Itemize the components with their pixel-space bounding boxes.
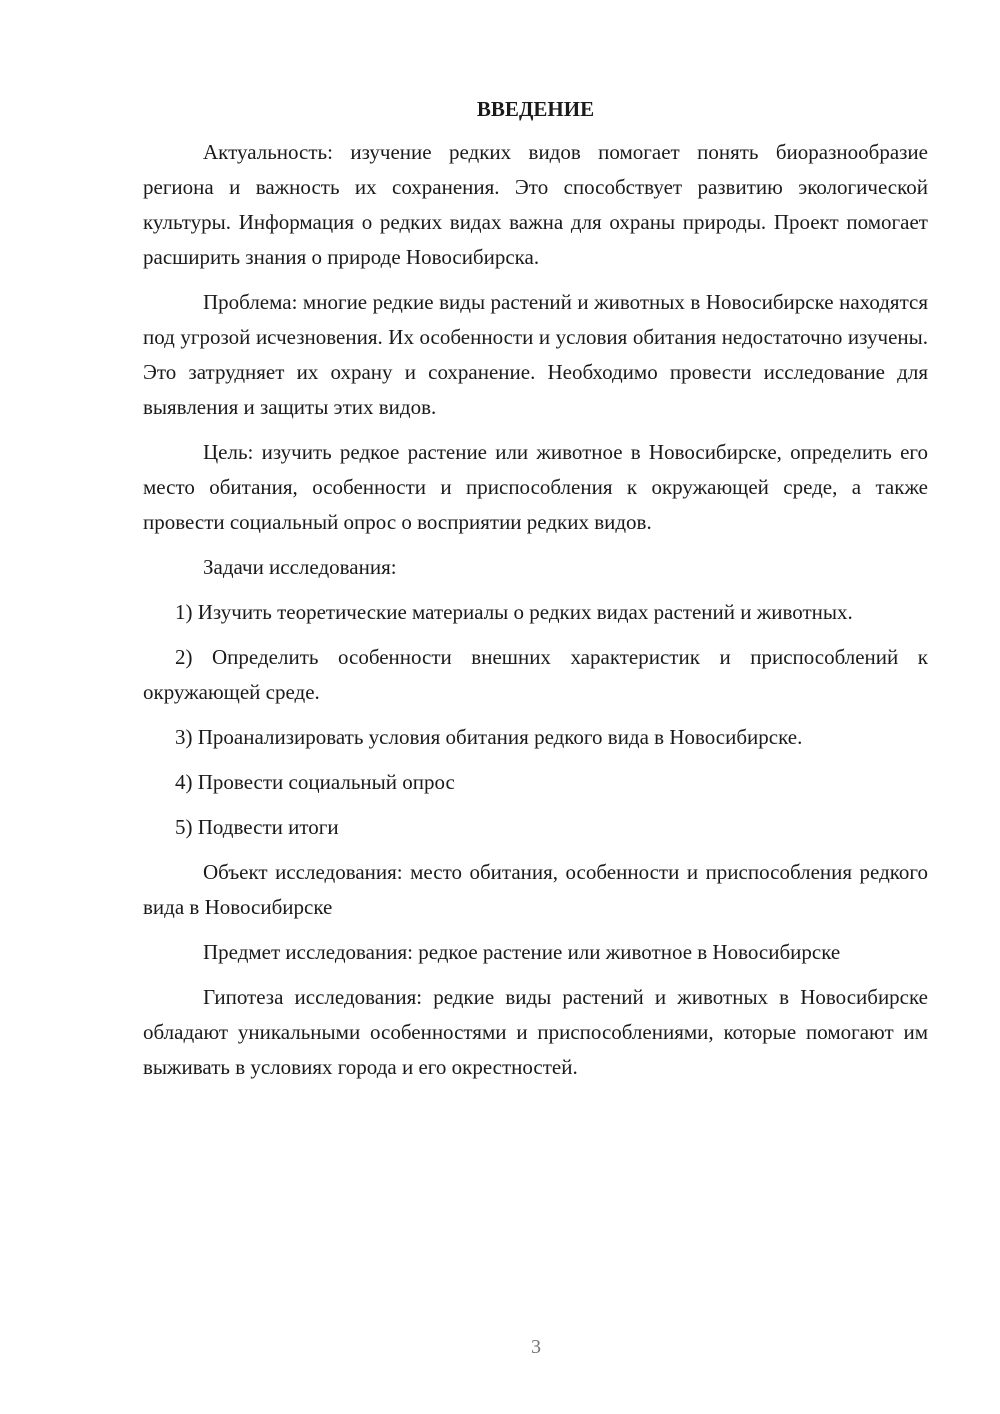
document-page [143,92,928,1095]
tasks-heading: Задачи исследования: [203,555,397,579]
task-item: 3) Проанализировать условия обитания редкого вида в Новосибирске. [175,725,803,749]
task-item: 5) Подвести итоги [175,815,339,839]
problem-paragraph: Проблема: многие редкие виды растений и животных в Новосибирске находятся под угрозой исчезновения. Их особенности и условия обитания недостаточно изучены. Это затрудняет их охрану и сохранение. Необходимо провести исследование для выявления и защиты этих видов. [143,290,928,419]
subject-paragraph: Предмет исследования: редкое растение или животное в Новосибирске [203,940,841,964]
object-paragraph: Объект исследования: место обитания, особенности и приспособления редкого вида в Новосибирске [143,860,928,919]
page-title: ВВЕДЕНИЕ [476,97,595,121]
task-item: 2) Определить особенности внешних характеристик и приспособлений к окружающей среде. [143,645,928,704]
page-number: 3 [531,1336,541,1358]
goal-paragraph: Цель: изучить редкое растение или животное в Новосибирске, определить его место обитания, особенности и приспособления к окружающей среде, а также провести социальный опрос о восприятии редких видов. [143,440,928,534]
hypothesis-paragraph: Гипотеза исследования: редкие виды растений и животных в Новосибирске обладают уникальными особенностями и приспособлениями, которые помогают им выживать в условиях города и его окрестностей. [143,985,928,1079]
task-item: 4) Провести социальный опрос [175,770,455,794]
relevance-paragraph: Актуальность: изучение редких видов помогает понять биоразнообразие региона и важность их сохранения. Это способствует развитию экологической культуры. Информация о редких видах важна для охраны природы. Проект помогает расширить знания о природе Новосибирска. [143,140,928,269]
task-item: 1) Изучить теоретические материалы о редких видах растений и животных. [175,600,853,624]
